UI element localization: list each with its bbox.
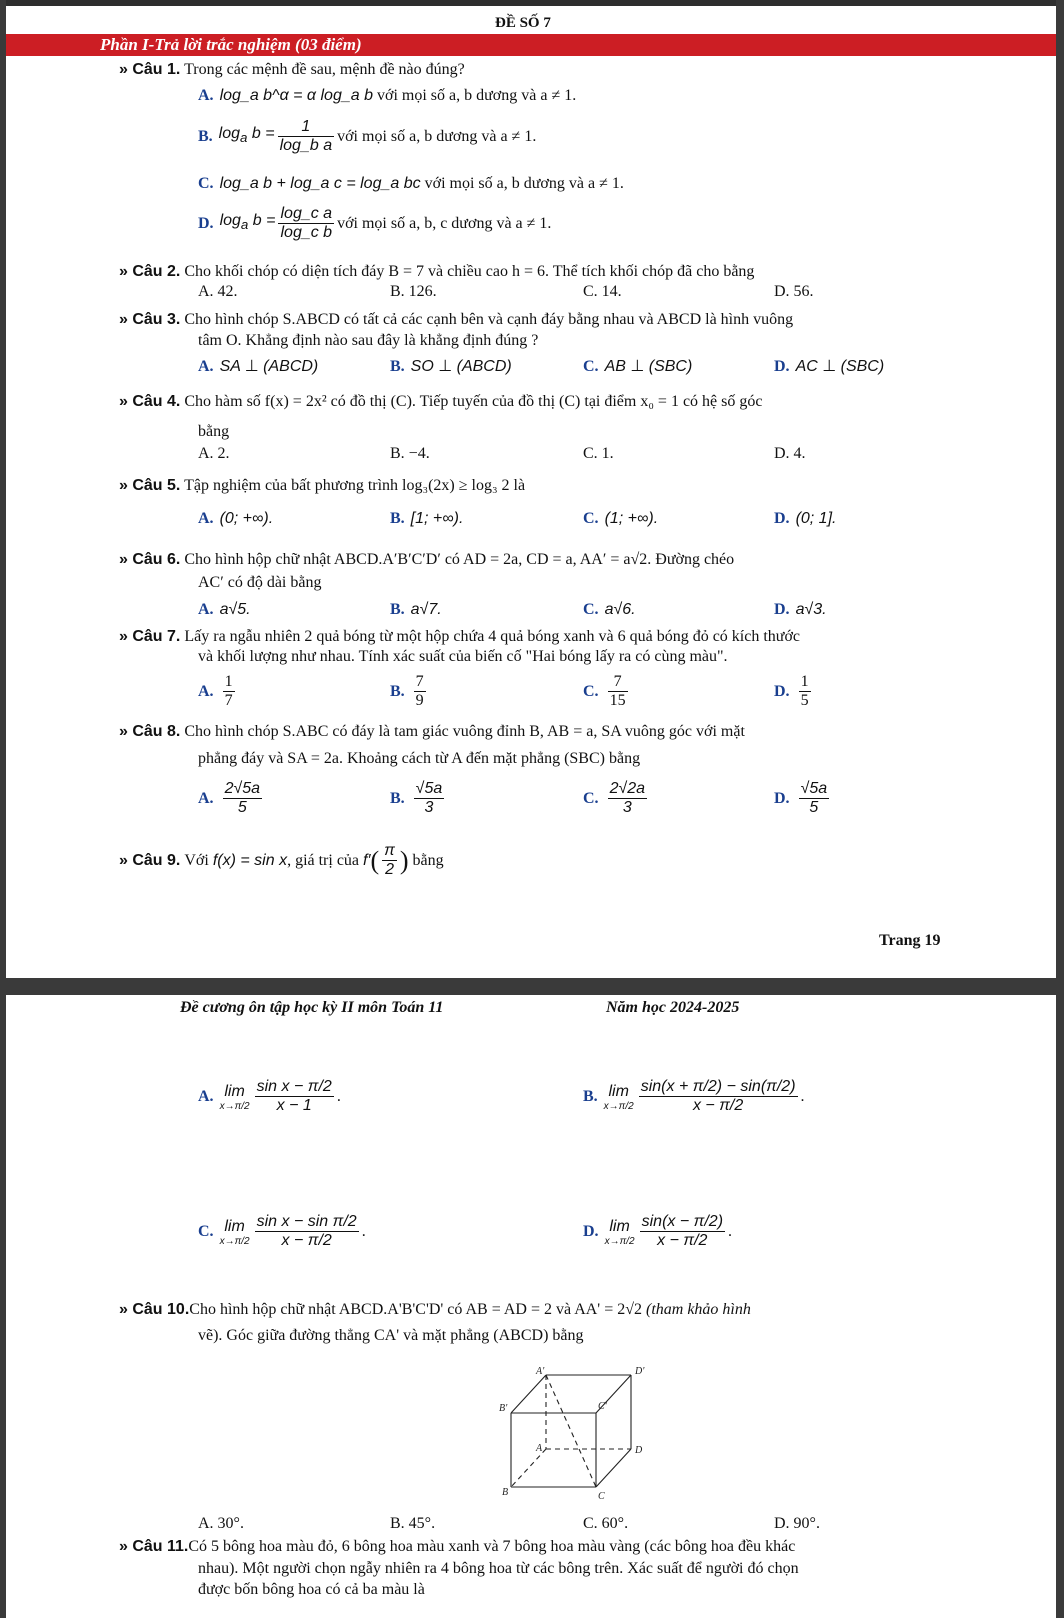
q8-option-a[interactable]: A. $\frac{2√5a}{5}$ (198, 780, 261, 816)
q9-option-c[interactable]: C. lim x→π/2 $\frac{\text{sin x − sin π/2}}{x - \pi/2}$ . (198, 1213, 366, 1249)
q6-option-c[interactable]: C. a√6. (583, 601, 636, 618)
rectangular-box-figure (496, 1365, 666, 1505)
question-2: » Câu 2. Cho khối chóp có diện tích đáy B = 7 và chiều cao h = 6. Thể tích khối chóp đã cho bằng (119, 263, 755, 280)
limit: lim x→π/2 (219, 1082, 250, 1112)
q9-option-b[interactable]: B. lim x→π/2 $\frac{\sin(x + \pi/2) - \sin(\pi/2)}{x - \pi/2}$ . (583, 1078, 805, 1114)
q6-option-a[interactable]: A. a√5. (198, 601, 251, 618)
q4-option-b[interactable]: B. −4. (390, 445, 430, 462)
q4-option-d[interactable]: D. 4. (774, 445, 806, 462)
label-c-prime: C' (598, 1401, 607, 1412)
q7-option-b[interactable]: B. $\frac{7}{9}$ (390, 673, 424, 709)
page-number: Trang 19 (879, 932, 941, 949)
label-c: C (598, 1491, 605, 1502)
question-label: » Câu 1. (119, 61, 181, 78)
q5-option-c[interactable]: C. (1; +∞). (583, 510, 659, 527)
question-3: » Câu 3. Cho hình chóp S.ABCD có tất cả các cạnh bên và cạnh đáy bằng nhau và ABCD là hình vuông (119, 311, 794, 328)
label-d-prime: D' (635, 1366, 645, 1377)
question-7: » Câu 7. Lấy ra ngẫu nhiên 2 quả bóng từ một hộp chứa 4 quả bóng xanh và 6 quả bóng đỏ có kích thước (119, 628, 801, 645)
label-a: A (536, 1443, 543, 1454)
question-stem: Trong các mệnh đề sau, mệnh đề nào đúng? (184, 61, 465, 78)
question-1 (119, 60, 465, 79)
top-strip (6, 0, 1056, 6)
label-b-prime: B' (499, 1403, 508, 1414)
q2-option-b[interactable]: B. 126. (390, 283, 437, 300)
question-10-stem-2: vẽ). Góc giữa đường thẳng CA' và mặt phẳng (ABCD) bằng (198, 1327, 584, 1344)
question-10: » Câu 10.Cho hình hộp chữ nhật ABCD.A'B'C'D' có AB = AD = 2 và AA' = 2√2 (tham khảo hình (119, 1301, 751, 1318)
q2-option-c[interactable]: C. 14. (583, 283, 622, 300)
label-d: D (635, 1445, 643, 1456)
q10-option-b[interactable]: B. 45°. (390, 1515, 436, 1532)
question-4: » Câu 4. Cho hàm số f(x) = 2x² có đồ thị (C). Tiếp tuyến của đồ thị (C) tại điểm x₀ = 1 có hệ số góc (119, 393, 763, 410)
q5-option-b[interactable]: B. [1; +∞). (390, 510, 464, 527)
q8-option-b[interactable]: B. $\frac{√5a}{3}$ (390, 780, 443, 816)
q3-option-c[interactable]: C. AB ⊥ (SBC) (583, 358, 693, 375)
running-header-right: Năm học 2024-2025 (606, 999, 740, 1016)
q7-option-c[interactable]: C. $\frac{7}{15}$ (583, 673, 626, 709)
q9-option-a[interactable]: A. lim x→π/2 $\frac{\text{sin x − π/2}}{x - 1}$ . (198, 1078, 341, 1114)
section-bar (6, 34, 1056, 56)
question-6-stem-2: AC′ có độ dài bằng (198, 574, 322, 591)
question-5: » Câu 5. Tập nghiệm của bất phương trình log₃(2x) ≥ log₃ 2 là (119, 477, 526, 494)
q7-option-a[interactable]: A. $\frac{1}{7}$ (198, 673, 233, 709)
q10-option-c[interactable]: C. 60°. (583, 1515, 629, 1532)
q8-option-d[interactable]: D. $\frac{√5a}{5}$ (774, 780, 828, 816)
q3-option-b[interactable]: B. SO ⊥ (ABCD) (390, 358, 512, 375)
q6-option-b[interactable]: B. a√7. (390, 601, 442, 618)
q4-option-c[interactable]: C. 1. (583, 445, 614, 462)
q1-option-a[interactable]: A. log_a b^α = α log_a b với mọi số a, b dương và a ≠ 1. (198, 87, 577, 104)
label-b: B (502, 1487, 509, 1498)
question-11-stem-3: được bốn bông hoa có cả ba màu là (198, 1581, 425, 1598)
q4-option-a[interactable]: A. 2. (198, 445, 230, 462)
q1-option-b[interactable]: B. $\log_a b$ = $\frac{1}{\text{log\_b a}}$ với mọi số a, b dương và a ≠ 1. (198, 117, 537, 154)
limit: lim x→π/2 (219, 1217, 250, 1247)
q1-option-d[interactable]: D. $\log_a b$ = $\frac{\text{log\_c a}}{\text{log\_c b}}$ với mọi số a, b, c dương và a ≠ 1. (198, 204, 552, 241)
question-11-stem-2: nhau). Một người chọn ngẫy nhiên ra 4 bông hoa từ các bông trên. Xác suất để người đó chọn (198, 1560, 799, 1577)
question-7-stem-2: và khối lượng như nhau. Tính xác suất của biến cố "Hai bóng lấy ra có cùng màu". (198, 648, 728, 665)
limit: lim x→π/2 (604, 1217, 635, 1247)
question-8-stem-2: phẳng đáy và SA = 2a. Khoảng cách từ A đến mặt phẳng (SBC) bằng (198, 750, 641, 767)
question-9: » Câu 9. Với f(x) = sin x , giá trị của f′ ( $\frac{\pi}{2}$ ) bằng (119, 842, 444, 878)
q3-option-d[interactable]: D. AC ⊥ (SBC) (774, 358, 885, 375)
page-20 (6, 995, 1056, 1618)
question-6: » Câu 6. Cho hình hộp chữ nhật ABCD.A′B′C′D′ có AD = 2a, CD = a, AA′ = a√2. Đường chéo (119, 551, 735, 568)
q6-option-d[interactable]: D. a√3. (774, 601, 827, 618)
q7-option-d[interactable]: D. $\frac{1}{5}$ (774, 673, 809, 709)
q10-option-d[interactable]: D. 90°. (774, 1515, 820, 1532)
question-8: » Câu 8. Cho hình chóp S.ABC có đáy là tam giác vuông đỉnh B, AB = a, SA vuông góc với mặt (119, 723, 745, 740)
limit: lim x→π/2 (603, 1082, 634, 1112)
q1-option-c[interactable]: C. log_a b + log_a c = log_a bc với mọi số a, b dương và a ≠ 1. (198, 175, 624, 192)
section-title: Phần I-Trả lời trắc nghiệm (03 điểm) (100, 35, 362, 54)
question-4-stem-2: bằng (198, 423, 230, 440)
running-header-left: Đề cương ôn tập học kỳ II môn Toán 11 (180, 999, 444, 1016)
q3-option-a[interactable]: A. SA ⊥ (ABCD) (198, 358, 319, 375)
q10-option-a[interactable]: A. 30°. (198, 1515, 244, 1532)
exam-title: ĐỀ SỐ 7 (495, 15, 551, 31)
question-11: » Câu 11.Có 5 bông hoa màu đỏ, 6 bông hoa màu xanh và 7 bông hoa màu vàng (các bông hoa đều khác (119, 1538, 796, 1555)
page-19 (6, 0, 1056, 978)
q8-option-c[interactable]: C. $\frac{2√2a}{3}$ (583, 780, 646, 816)
q2-option-d[interactable]: D. 56. (774, 283, 814, 300)
fraction: $\frac{\text{log\_c a}}{\text{log\_c b}}$ (280, 204, 333, 241)
q5-option-a[interactable]: A. (0; +∞). (198, 510, 274, 527)
fraction: $\frac{1}{\text{log\_b a}}$ (279, 117, 333, 154)
question-3-stem-2: tâm O. Khẳng định nào sau đây là khẳng định đúng ? (198, 332, 539, 349)
label-a-prime: A' (536, 1366, 545, 1377)
q9-option-d[interactable]: D. lim x→π/2 $\frac{\sin(x - \pi/2)}{x - \pi/2}$ . (583, 1213, 733, 1249)
q2-option-a[interactable]: A. 42. (198, 283, 238, 300)
q5-option-d[interactable]: D. (0; 1]. (774, 510, 837, 527)
